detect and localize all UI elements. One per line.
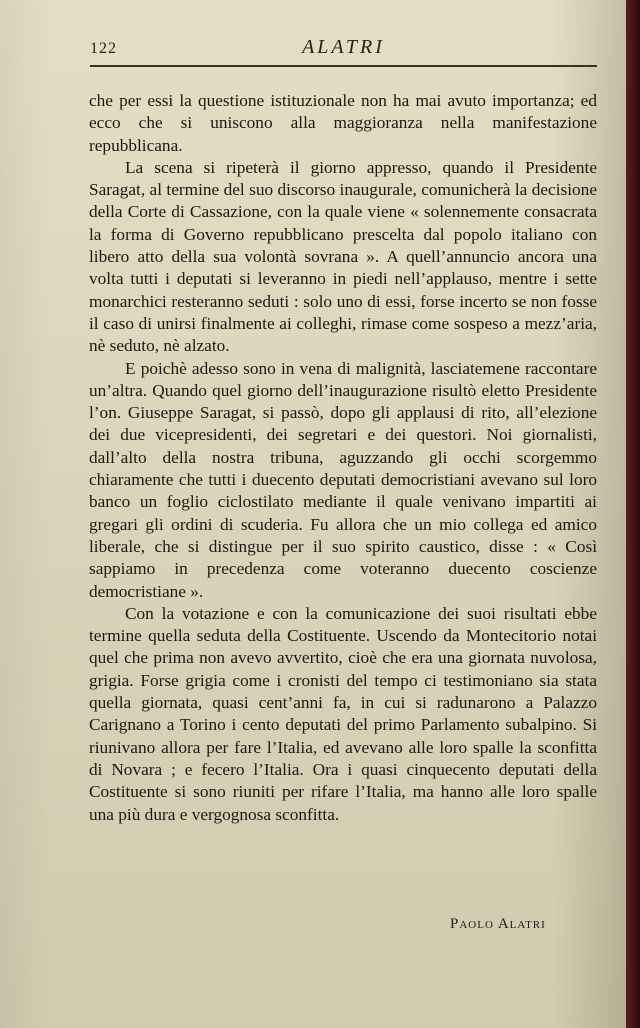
- paragraph: La scena si ripeterà il giorno appresso, quando il Presidente Saragat, al termine del suo discorso inaugurale, comunicherà la decisione della Corte di Cassazione, con la quale viene « solennemente consacrata la forma di Governo repubblicano prescelta dal popolo italiano con libero atto della sua volontà sovrana ». A quell’annuncio ancora una volta tutti i deputati si leveranno in piedi nell’applauso, mentre i sette monarchici resteranno seduti : solo uno di essi, forse incerto se non fosse il caso di unirsi finalmente ai colleghi, rimase come sospeso a mezz’aria, nè seduto, nè alzato.: [89, 157, 597, 356]
- header-rule: [90, 65, 597, 67]
- page-header: [90, 34, 597, 66]
- article-body: [89, 90, 597, 826]
- paragraph: Con la votazione e con la comunicazione dei suoi risultati ebbe termine quella seduta della Costituente. Uscendo da Montecitorio notai quel che prima non avevo avvertito, cioè che era una giornata nuvolosa, grigia. Forse grigia come i cronisti del tempo ci testimoniano sia stata quella giornata, quasi cent’anni fa, in cui si radunarono a Palazzo Carignano a Torino i cento deputati del primo Parlamento subalpino. Si riunivano allora per fare l’Italia, ed avevano alle loro spalle la sconfitta di Novara ; e fecero l’Italia. Ora i quasi cinquecento deputati della Costituente si sono riuniti per rifare l’Italia, ma hanno alle loro spalle una più dura e vergognosa sconfitta.: [89, 603, 597, 824]
- running-title: ALATRI: [302, 36, 385, 58]
- paragraph: che per essi la questione istituzionale non ha mai avuto importanza; ed ecco che si uniscono alla maggioranza nella manifestazione repubblicana.: [89, 91, 597, 155]
- page-number: 122: [90, 40, 117, 57]
- paragraph: E poichè adesso sono in vena di malignità, lasciatemene raccontare un’altra. Quando quel giorno dell’inaugurazione risultò eletto Presidente l’on. Giuseppe Saragat, si passò, dopo gli applausi di rito, all’elezione dei due vicepresidenti, dei segretari e dei questori. Noi giornalisti, dall’alto della nostra tribuna, aguzzando gli occhi scorgemmo chiaramente che tutti i duecento deputati democristiani avevano sul loro banco un foglio ciclostilato mediante il quale venivano impartiti ai gregari gli ordini di scuderia. Fu allora che un mio collega ed amico liberale, che si distingue per il suo spirito caustico, disse : « Così sappiamo in precedenza come voteranno duecento coscienze democristiane ».: [89, 358, 597, 601]
- book-spine-edge: [626, 0, 640, 1028]
- author-signature: Paolo Alatri: [450, 916, 546, 932]
